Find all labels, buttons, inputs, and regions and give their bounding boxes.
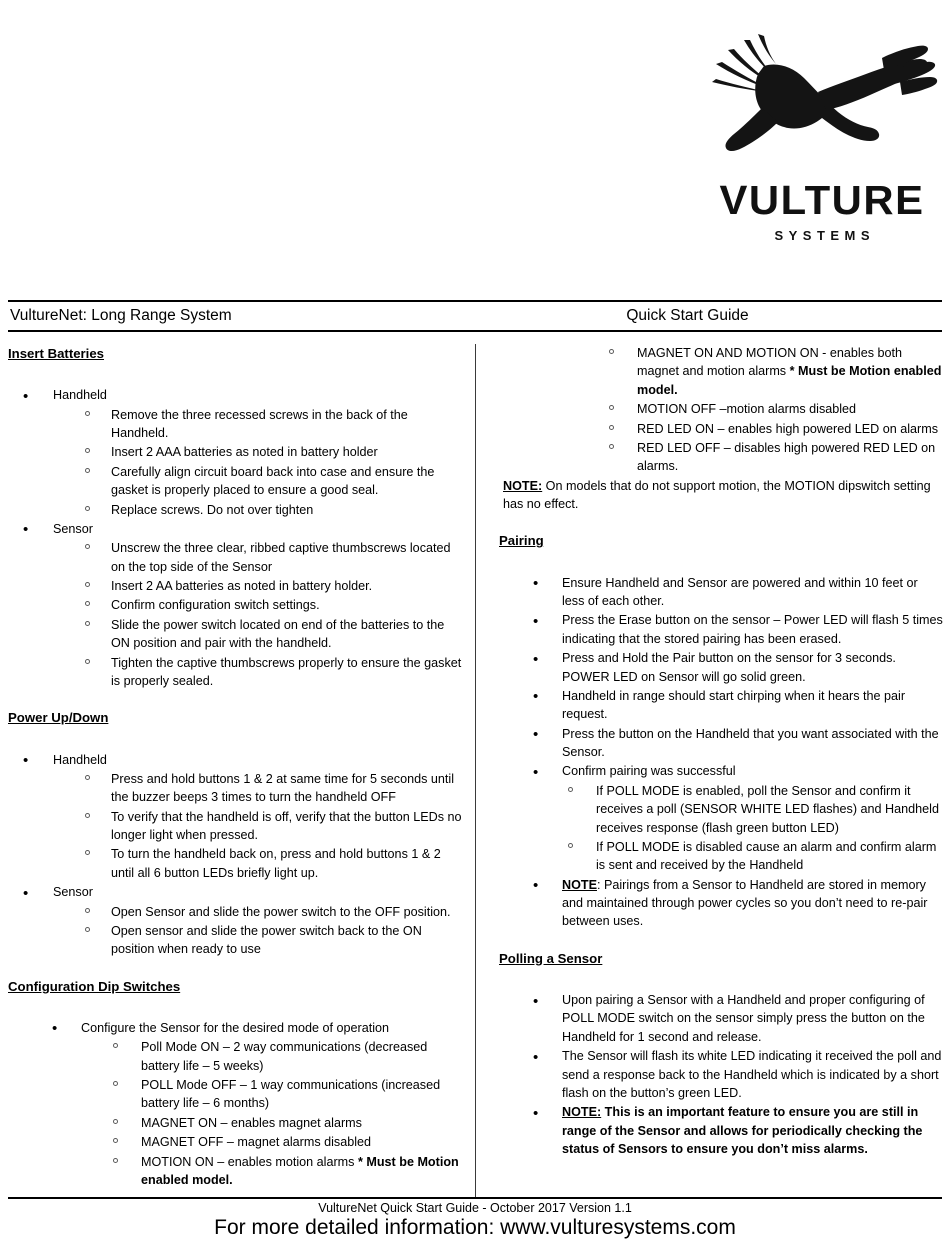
hollow-bullet-icon — [113, 1081, 118, 1086]
bullet-icon: • — [533, 726, 539, 744]
hollow-bullet-icon — [609, 444, 614, 449]
list-item — [8, 903, 463, 921]
hollow-bullet-icon — [609, 425, 614, 430]
list-item — [8, 751, 463, 769]
list-item-label: Press and Hold the Pair button on the sensor for 3 seconds. POWER LED on Sensor will go solid green. — [562, 651, 896, 684]
list-item-label: MAGNET OFF – magnet alarms disabled — [141, 1135, 372, 1150]
list-item — [8, 1019, 463, 1037]
list-item-label: MOTION ON – enables motion alarms * Must be Motion enabled model. — [141, 1154, 459, 1187]
hollow-bullet-icon — [568, 843, 573, 848]
list-item — [499, 838, 943, 875]
list-item-label: The Sensor will flash its white LED indicating it received the poll and send a response back to the Handheld which is indicated by a short flash on the button’s green LED. — [562, 1049, 942, 1100]
list-item-label: If POLL MODE is enabled, poll the Sensor and confirm it receives a poll (SENSOR WHITE LED flashes) and Handheld receives response (flash green button LED) — [596, 783, 939, 835]
note-text: NOTE: Pairings from a Sensor to Handheld are stored in memory and maintained through power cycles so you don’t need to re-pair between uses. — [562, 877, 928, 929]
note-text: NOTE: On models that do not support motion, the MOTION dipswitch setting has no effect. — [503, 478, 931, 511]
vulture-bird-silhouette-icon — [706, 22, 938, 182]
bullet-icon: • — [23, 387, 29, 405]
list-item-label: Replace screws. Do not over tighten — [111, 502, 314, 517]
hollow-bullet-icon — [85, 908, 90, 913]
list-item-label: Handheld — [53, 388, 107, 403]
bullet-icon: • — [533, 612, 539, 630]
header-rule-bottom — [8, 330, 942, 332]
section-pairing — [499, 531, 943, 560]
bullet-icon: • — [533, 688, 539, 706]
list-item — [8, 577, 463, 595]
list-item-label: If POLL MODE is disabled cause an alarm and confirm alarm is sent and received by the Handheld — [596, 839, 937, 873]
footer-version-text: VultureNet Quick Start Guide - October 2017 Version 1.1 — [318, 1201, 632, 1215]
logo-subwordmark: SYSTEMS — [774, 228, 876, 243]
list-item — [8, 520, 463, 538]
list-item-label: Handheld — [53, 752, 107, 767]
footer-rule — [8, 1197, 942, 1199]
list-item — [8, 1153, 463, 1190]
list-item — [499, 611, 943, 648]
note-dipswitch — [499, 477, 943, 514]
header-left-title: VultureNet: Long Range System — [10, 307, 232, 324]
hollow-bullet-icon — [85, 601, 90, 606]
list-item — [8, 596, 463, 614]
bullet-icon: • — [533, 1048, 539, 1066]
list-item — [499, 782, 943, 837]
list-item-label: MAGNET ON AND MOTION ON - enables both magnet and motion alarms * Must be Motion enabled model. — [637, 346, 942, 397]
list-item — [8, 501, 463, 519]
list-item-label: Press the Erase button on the sensor – Power LED will flash 5 times indicating that the stored pairing has been erased. — [562, 613, 943, 646]
list-item — [8, 443, 463, 461]
list-item-label: Slide the power switch located on end of the batteries to the ON position and pair with the handheld. — [111, 617, 445, 651]
list-item — [8, 1038, 463, 1075]
list-item-label: Unscrew the three clear, ribbed captive thumbscrews located on the top side of the Sensor — [111, 541, 451, 574]
list-item — [8, 770, 463, 807]
hollow-bullet-icon — [85, 544, 90, 549]
list-item-label: Tighten the captive thumbscrews properly to ensure the gasket is properly sealed. — [111, 655, 462, 688]
hollow-bullet-icon — [113, 1119, 118, 1124]
hollow-bullet-icon — [85, 468, 90, 473]
bullet-icon: • — [533, 575, 539, 593]
list-item-label: POLL Mode OFF – 1 way communications (increased battery life – 6 months) — [141, 1078, 441, 1111]
section-insert-batteries — [8, 344, 463, 373]
list-item — [8, 539, 463, 576]
list-item — [8, 616, 463, 653]
list-item — [8, 845, 463, 882]
list-item-label: Press and hold buttons 1 & 2 at same time for 5 seconds until the buzzer beeps 3 times to turn the handheld OFF — [111, 771, 455, 805]
section-heading-insert-batteries: Insert Batteries — [8, 346, 105, 361]
list-item — [8, 883, 463, 901]
list-item — [499, 420, 943, 438]
note-polling — [499, 1103, 943, 1158]
hollow-bullet-icon — [85, 411, 90, 416]
list-item — [8, 1114, 463, 1132]
section-power-up-down — [8, 708, 463, 737]
bullet-icon: • — [23, 521, 29, 539]
list-item-label: Handheld in range should start chirping when it hears the pair request. — [562, 688, 906, 722]
list-item — [8, 1133, 463, 1151]
hollow-bullet-icon — [113, 1158, 118, 1163]
section-heading-power-up-down: Power Up/Down — [8, 710, 109, 726]
logo-wordmark: VULTURE — [719, 177, 925, 223]
hollow-bullet-icon — [113, 1138, 118, 1143]
list-item — [8, 1076, 463, 1113]
list-item-label: RED LED ON – enables high powered LED on alarms — [637, 421, 939, 436]
list-item — [8, 808, 463, 845]
list-item-label: Sensor — [53, 885, 93, 900]
hollow-bullet-icon — [85, 582, 90, 587]
hollow-bullet-icon — [85, 850, 90, 855]
list-item — [8, 654, 463, 691]
list-item — [499, 344, 943, 399]
bullet-icon: • — [533, 1104, 539, 1122]
list-item-label: Remove the three recessed screws in the back of the Handheld. — [111, 407, 408, 441]
hollow-bullet-icon — [85, 621, 90, 626]
column-divider — [475, 344, 476, 1197]
note-text: NOTE: This is an important feature to ensure you are still in range of the Sensor and allows for periodically checking the status of Sensors to ensure you don’t miss alarms. — [562, 1105, 923, 1157]
bullet-icon: • — [52, 1020, 58, 1038]
list-item-label: Poll Mode ON – 2 way communications (decreased battery life – 5 weeks) — [141, 1040, 428, 1073]
brand-logo — [706, 22, 938, 247]
hollow-bullet-icon — [609, 349, 614, 354]
bullet-icon: • — [533, 650, 539, 668]
list-item — [499, 439, 943, 476]
list-item-label: Carefully align circuit board back into case and ensure the gasket is properly placed to ensure a good seal. — [111, 464, 435, 498]
list-item-label: Confirm pairing was successful — [562, 764, 736, 779]
list-item — [8, 386, 463, 404]
list-item — [8, 922, 463, 959]
section-heading-pairing: Pairing — [499, 533, 544, 549]
list-item-label: Open sensor and slide the power switch back to the ON position when ready to use — [111, 923, 422, 957]
left-column — [8, 344, 463, 1190]
list-item-label: Insert 2 AA batteries as noted in battery holder. — [111, 579, 373, 594]
list-item — [499, 649, 943, 686]
bullet-icon: • — [533, 992, 539, 1010]
list-item — [499, 687, 943, 724]
right-column — [499, 344, 943, 1159]
list-item-label: MAGNET ON – enables magnet alarms — [141, 1115, 362, 1130]
note-pairing — [499, 876, 943, 931]
bullet-icon: • — [23, 884, 29, 902]
list-item-label: To turn the handheld back on, press and hold buttons 1 & 2 until all 6 button LEDs briefly light up. — [111, 847, 441, 880]
list-item-label: Sensor — [53, 521, 93, 536]
list-item — [499, 1047, 943, 1102]
header-rule-top — [8, 300, 942, 302]
section-configuration-dip-switches — [8, 977, 463, 1006]
section-heading-configuration-dip-switches: Configuration Dip Switches — [8, 978, 181, 994]
list-item-label: Confirm configuration switch settings. — [111, 598, 320, 613]
hollow-bullet-icon — [85, 927, 90, 932]
section-polling-a-sensor — [499, 949, 943, 978]
list-item — [499, 725, 943, 762]
hollow-bullet-icon — [85, 506, 90, 511]
list-item — [499, 991, 943, 1046]
hollow-bullet-icon — [85, 813, 90, 818]
hollow-bullet-icon — [85, 659, 90, 664]
list-item-label: Configure the Sensor for the desired mode of operation — [81, 1020, 390, 1035]
list-item-label: To verify that the handheld is off, verify that the button LEDs no longer light when pressed. — [111, 809, 462, 843]
footer-website-text: For more detailed information: www.vulturesystems.com — [214, 1216, 736, 1239]
header-right-title: Quick Start Guide — [626, 307, 749, 324]
hollow-bullet-icon — [609, 405, 614, 410]
list-item — [499, 574, 943, 611]
hollow-bullet-icon — [113, 1043, 118, 1048]
list-item — [499, 762, 943, 780]
hollow-bullet-icon — [85, 775, 90, 780]
hollow-bullet-icon — [85, 448, 90, 453]
section-heading-polling-a-sensor: Polling a Sensor — [499, 950, 603, 966]
list-item-label: Insert 2 AAA batteries as noted in battery holder — [111, 445, 378, 460]
list-item — [8, 406, 463, 443]
list-item-label: MOTION OFF –motion alarms disabled — [637, 402, 857, 417]
list-item — [499, 400, 943, 418]
hollow-bullet-icon — [568, 787, 573, 792]
list-item-label: Press the button on the Handheld that you want associated with the Sensor. — [562, 726, 939, 760]
list-item-label: Open Sensor and slide the power switch to the OFF position. — [111, 904, 451, 919]
list-item-label: Upon pairing a Sensor with a Handheld and proper configuring of POLL MODE switch on the sensor simply press the button on the Handheld for 1 second and release. — [562, 993, 925, 1044]
list-item-label: RED LED OFF – disables high powered RED LED on alarms. — [637, 440, 936, 474]
bullet-icon: • — [23, 752, 29, 770]
bullet-icon: • — [533, 877, 539, 895]
list-item-label: Ensure Handheld and Sensor are powered and within 10 feet or less of each other. — [562, 575, 918, 609]
list-item — [8, 463, 463, 500]
bullet-icon: • — [533, 763, 539, 781]
